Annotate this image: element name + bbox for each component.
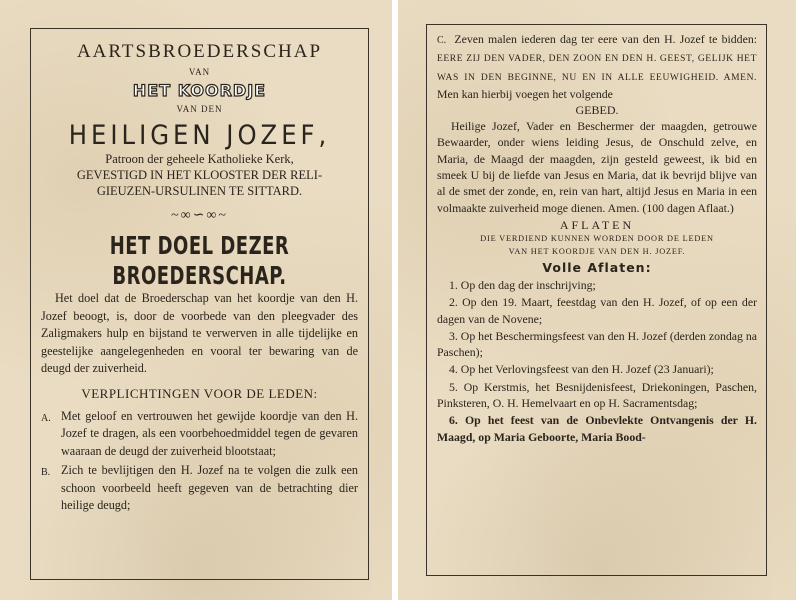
right-page-frame — [426, 24, 767, 576]
left-page-frame — [30, 28, 369, 580]
list-item-bold: 6. Op het feest van de Onbevlekte Ontvangenis der H. Maagd, op Maria Geboorte, Maria Bood- — [437, 413, 757, 444]
item-marker: B. — [41, 467, 51, 478]
aflaten-subtitle-2: VAN HET KOORDJE VAN DEN H. JOZEF. — [508, 246, 686, 256]
list-item: 5. Op Kerstmis, het Besnijdenisfeest, Driekoningen, Paschen, Pinksteren, O. H. Hemelvaart en op H. Sacramentsdag; — [437, 379, 757, 411]
list-item — [41, 462, 358, 515]
list-item: 4. Op het Verlovingsfeest van den H. Jozef (23 Januari); — [449, 362, 714, 377]
title: AARTSBROEDERSCHAP — [76, 41, 323, 62]
van-den-label: VAN DEN — [176, 104, 223, 114]
item-text: Met geloof en vertrouwen het gewijde koordje van den H. Jozef te dragen, als een voorbehoedmiddel tegen de gevaren waaraan de deugd der zuiverheid blootstaat; — [61, 408, 358, 458]
right-page — [398, 0, 796, 600]
ornament-divider: ~∞∽∞~ — [171, 208, 228, 223]
list-item: 2. Op den 19. Maart, feestdag van den H. Jozef, of op een der dagen van de Novene; — [437, 295, 757, 326]
volle-aflaten-heading: Volle Aflaten: — [542, 259, 652, 275]
verplichtingen-heading: VERPLICHTINGEN VOOR DE LEDEN: — [81, 385, 318, 401]
c-paragraph — [437, 31, 757, 102]
patroon-line: Patroon der geheele Katholieke Kerk, — [105, 152, 294, 166]
gebed-paragraph: Heilige Jozef, Vader en Beschermer der maagden, getrouwe Bewaarder, onder wiens leiding Jesus, de Onschuld zelve, en Maria, de Maagd der maagden, zijn gesteld geweest, ik bid en smeek U bij de liefde van Jesus en Maria, dat ik bevrijd blijve van al de smet der zonde, en, rein van hart, altijd Jesus en Maria in een volmaakte zuiverheid moge dienen. Amen. (100 dagen Aflaat.) — [437, 119, 757, 215]
gieuzen-line: GIEUZEN-URSULINEN TE SITTARD. — [96, 184, 303, 198]
doel-heading: HET DOEL DEZER BROEDERSCHAP. — [109, 230, 290, 290]
gebed-heading: GEBED. — [575, 103, 619, 118]
gevestigd-line: GEVESTIGD IN HET KLOOSTER DER RELI- — [76, 168, 323, 182]
list-item — [41, 408, 358, 461]
c-text-2: Men kan hierbij voegen het volgende — [437, 86, 613, 101]
item-text: Zich te bevlijtigen den H. Jozef na te volgen die zulk een schoon voorbeeld heeft gegeven van de betrachting dier heilige deugd; — [61, 463, 358, 512]
aflaten-heading: AFLATEN — [559, 217, 635, 232]
list-item: 1. Op den dag der inschrijving; — [449, 277, 596, 292]
aflaten-subtitle-1: DIE VERDIEND KUNNEN WORDEN DOOR DE LEDEN — [480, 233, 714, 243]
item-marker: A. — [41, 412, 51, 424]
list-item: 3. Op het Beschermingsfeest van den H. Jozef (derden zondag na Paschen); — [437, 328, 757, 360]
left-page — [0, 0, 392, 600]
c-prayer: EERE ZIJ DEN VADER, DEN ZOON EN DEN H. GEEST, GELIJK HET WAS IN DEN BEGINNE, NU EN IN ALLE EEUWIGHEID. AMEN. — [437, 54, 757, 83]
c-text: Zeven malen iederen dag ter eere van den H. Jozef te bidden: — [454, 32, 757, 46]
koordje-heading: HET KOORDJE — [132, 81, 267, 100]
c-label: C. — [437, 35, 447, 46]
van-label: VAN — [188, 67, 211, 77]
doel-paragraph: Het doel dat de Broederschap van het koordje van den H. Jozef beoogt, is, door de voorbede van den pleegvader des Zaligmakers hulp en bijstand te verwerven in alle tijdelijke en geestelijke aangelegenheden en vooral ter bewaring van de deugd der zuiverheid. — [41, 291, 358, 375]
saint-name: HEILIGEN JOZEF, — [68, 120, 331, 151]
